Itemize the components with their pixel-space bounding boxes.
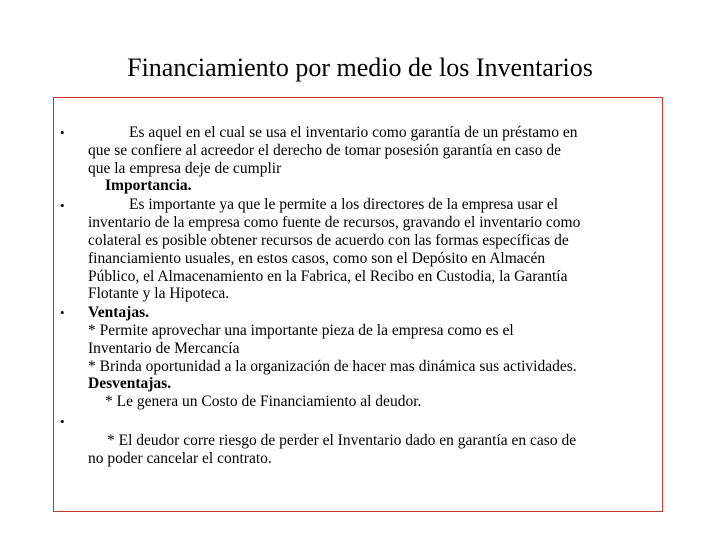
heading-ventajas: Ventajas. <box>88 304 150 321</box>
body-line-5: Es importante ya que le permite a los directores de la empresa usar el <box>129 196 559 213</box>
body-line-17: * El deudor corre riesgo de perder el Inventario dado en garantía en caso de <box>107 432 577 449</box>
body-line-8: financiamiento usuales, en estos casos, como son el Depósito en Almacén <box>88 250 546 267</box>
body-line-12: * Permite aprovechar una importante pieza de la empresa como es el <box>88 322 514 339</box>
bullet-marker-4: • <box>60 414 65 429</box>
body-line-1: Es aquel en el cual se usa el inventario como garantía de un préstamo en <box>129 124 578 141</box>
body-line-10: Flotante y la Hipoteca. <box>88 285 230 302</box>
body-line-14: * Brinda oportunidad a la organización de hacer mas dinámica sus actividades. <box>88 358 577 375</box>
body-line-6: inventario de la empresa como fuente de recursos, gravando el inventario como <box>88 214 581 231</box>
body-line-18: no poder cancelar el contrato. <box>88 450 272 467</box>
body-line-2: que se confiere al acreedor el derecho de tomar posesión garantía en caso de <box>88 142 561 159</box>
bullet-marker-1: • <box>60 125 65 140</box>
heading-importancia: Importancia. <box>105 177 192 194</box>
body-line-13: Inventario de Mercancía <box>88 340 240 357</box>
bullet-marker-3: • <box>60 305 65 320</box>
body-line-16: * Le genera un Costo de Financiamiento al deudor. <box>105 393 422 410</box>
bullet-marker-2: • <box>60 198 65 213</box>
heading-desventajas: Desventajas. <box>88 375 172 392</box>
slide-title: Financiamiento por medio de los Inventarios <box>127 53 593 82</box>
body-line-9: Público, el Almacenamiento en la Fabrica, el Recibo en Custodia, la Garantía <box>88 268 568 285</box>
body-line-7: colateral es posible obtener recursos de acuerdo con las formas específicas de <box>88 232 569 249</box>
body-line-3: que la empresa deje de cumplir <box>88 160 282 177</box>
